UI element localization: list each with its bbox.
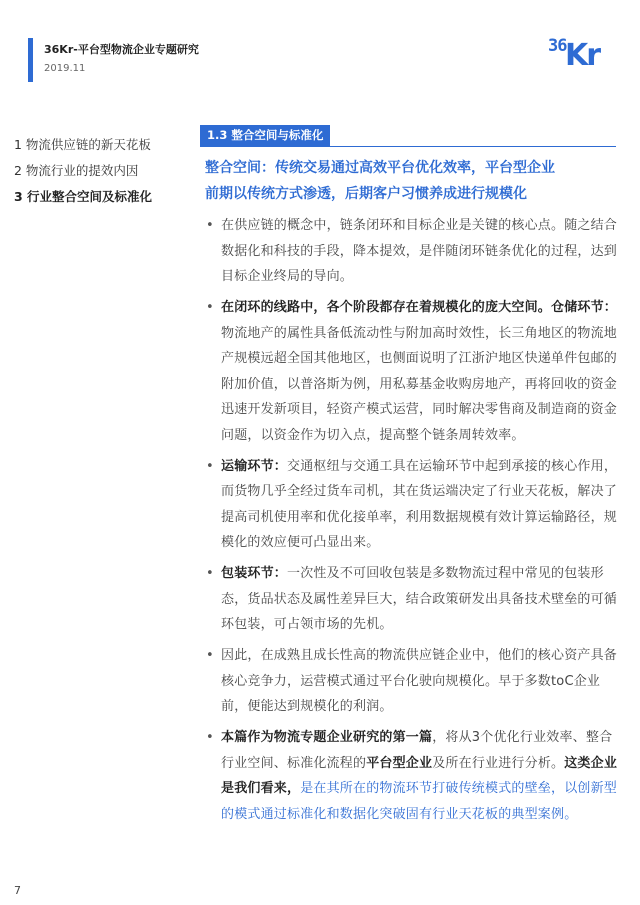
bullet-research-intro <box>203 725 618 827</box>
headline-line-1: 整合空间：传统交易通过高效平台优化效率，平台型企业 <box>205 160 555 176</box>
bullet-bold-lead: 在闭环的线路中，各个阶段都存在着规模化的庞大空间。仓储环节： <box>221 300 618 315</box>
bullet-text: 物流地产的属性具备低流动性与附加高时效性，长三角地区的物流地产规模远超全国其他地区，也侧面说明了江浙沪地区快递单件包邮的附加价值，以普洛斯为例，用私募基金收购房地产，再将回收的资金迅速开发新项目，轻资产模式运营，同时解决零售商及制造商的资金问题，以资金作为切入点，提高整个链条周转效率。 <box>221 325 618 443</box>
bullet-highlight: 是在其所在的物流环节打破传统模式的壁垒，以创新型的模式通过标准化和数据化突破固有行业天花板的典型案例。 <box>221 781 618 822</box>
toc-item-1[interactable]: 1 物流供应链的新天花板 <box>14 137 151 152</box>
bullet-dot-icon: • <box>206 218 214 233</box>
headline-line-2: 前期以传统方式渗透，后期客户习惯养成进行规模化 <box>205 186 527 202</box>
bullet-transport <box>203 454 618 556</box>
page-number: 7 <box>14 884 21 897</box>
bullet-bold-lead: 本篇作为物流专题企业研究的第一篇 <box>221 730 433 745</box>
bullet-text: 交通枢纽与交通工具在运输环节中起到承接的核心作用，而货物几乎全经过货车司机，其在货运端决定了行业天花板，解决了提高司机使用率和优化接单率，利用数据规模有效计算运输路径，规模化的效应便可凸显出来。 <box>221 458 618 550</box>
report-title: 36Kr-平台型物流企业专题研究 <box>44 43 199 56</box>
bullet-bold-term: 平台型企业 <box>366 755 433 771</box>
bullet-text: ，将从3个优化行业效率、整合行业空间、标准化流程的 <box>221 730 613 771</box>
bullet-bold-lead: 包装环节： <box>221 566 288 581</box>
section-headline <box>205 155 620 207</box>
bullet-dot-icon: • <box>206 648 214 663</box>
bullet-warehousing <box>203 295 618 448</box>
bullet-text: 因此，在成熟且成长性高的物流供应链企业中，他们的核心资产具备核心竞争力，运营模式通过平台化驶向规模化。早于多数toC企业前，便能达到规模化的利润。 <box>221 648 618 714</box>
section-divider <box>200 146 616 147</box>
report-date: 2019.11 <box>44 63 86 74</box>
table-of-contents <box>14 132 194 210</box>
bullet-text: 一次性及不可回收包装是多数物流过程中常见的包装形态，货品状态及属性差异巨大，结合政策研发出具备技术壁垒的可循环包装，可占领市场的先机。 <box>221 566 618 632</box>
content-body <box>203 213 618 833</box>
logo-number: 36 <box>548 36 567 56</box>
bullet-conclusion <box>203 643 618 720</box>
bullet-supply-chain <box>203 213 618 290</box>
header-accent-bar <box>28 38 33 82</box>
section-tag: 1.3 整合空间与标准化 <box>200 125 330 146</box>
logo-text: Kr <box>565 38 600 73</box>
36kr-logo <box>548 34 618 74</box>
bullet-bold-lead: 运输环节： <box>221 458 288 474</box>
toc-item-2[interactable]: 2 物流行业的提效内因 <box>14 163 139 178</box>
bullet-packaging <box>203 561 618 638</box>
bullet-dot-icon: • <box>206 458 214 474</box>
bullet-text: 在供应链的概念中，链条闭环和目标企业是关键的核心点。随之结合数据化和科技的手段，降本提效，是伴随闭环链条优化的过程，达到目标企业终局的导向。 <box>221 218 618 284</box>
bullet-text: 及所在行业进行分析。 <box>432 755 565 771</box>
bullet-dot-icon: • <box>206 300 214 315</box>
bullet-dot-icon: • <box>206 566 214 581</box>
bullet-dot-icon: • <box>206 730 214 745</box>
bullet-bold-claim: 这类企业是我们看来， <box>221 755 618 796</box>
toc-item-3-active[interactable]: 3 行业整合空间及标准化 <box>14 189 153 204</box>
